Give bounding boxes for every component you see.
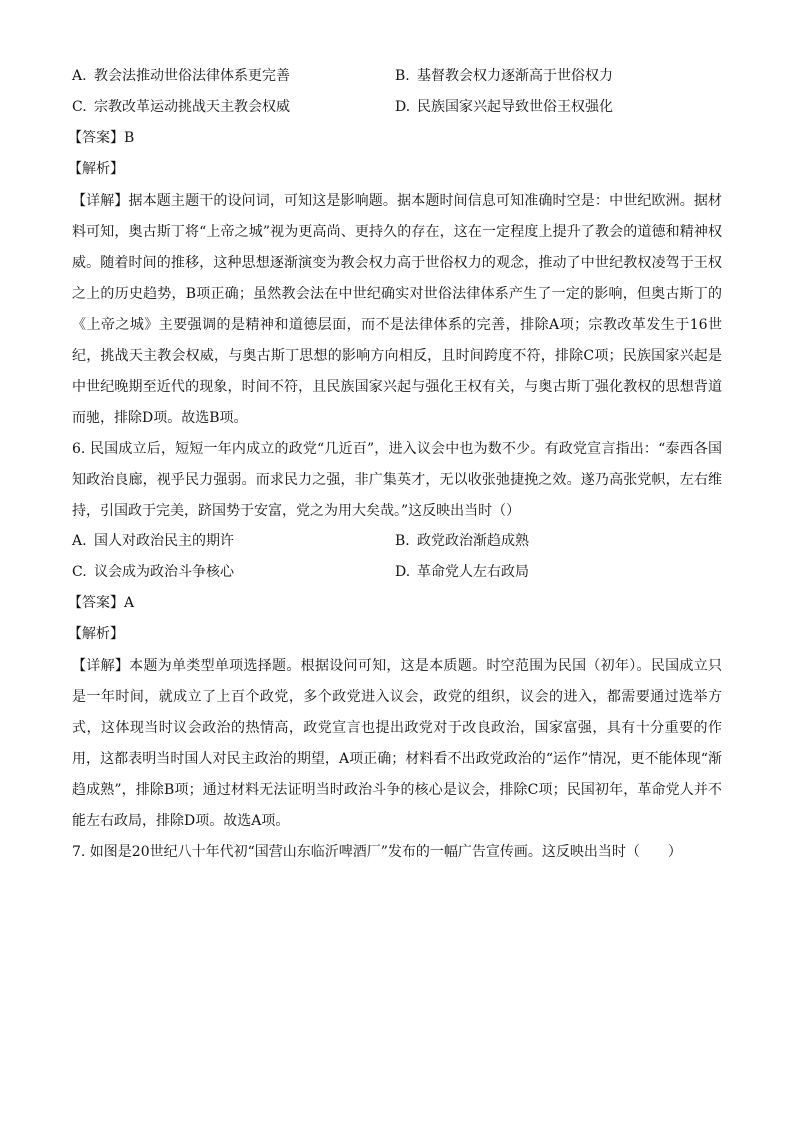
q5-analysis-label: 【解析】 — [68, 161, 124, 177]
q6-stem: 6. 民国成立后，短短一年内成立的政党“几近百”，进入议会中也为数不少。有政党宣言指出：“泰西各国知政治良廊，视乎民力强弱。而求民力之强，非广集英才，无以收张弛捷挽之效。遂乃高张党帜，左右维持，引国政于完美，跻国势于安富，党之为用大矣哉。”这反映出当时（） — [72, 441, 722, 519]
q5-options-row-2 — [72, 93, 722, 124]
q5-option-d — [395, 93, 718, 124]
q6-option-d-text: 革命党人左右政局 — [417, 564, 529, 580]
q5-answer: 【答案】B — [68, 130, 135, 146]
q5-option-a-letter: A. — [72, 68, 87, 84]
q7-stem: 7. 如图是20世纪八十年代初“国营山东临沂啤酒厂”发布的一幅广告宣传画。这反映出当时（ ） — [72, 844, 682, 860]
q6-detail-paragraph: 【详解】本题为单类型单项选择题。根据设问可知，这是本质题。时空范围为民国（初年）。民国成立只是一年时间，就成立了上百个政党，多个政党进入议会，政党的组织，议会的进入，都需要通过选举方式，这体现当时议会政治的热情高，政党宣言也提出政党对于改良政治，国家富强，具有十分重要的作用，这都表明当时国人对民主政治的期望，A项正确；材料看不出政党政治的“运作”情况，更不能体现“渐趋成熟”，排除B项；通过材料无法证明当时政治斗争的核心是议会，排除C项；民国初年，革命党人并不能左右政局，排除D项。故选A项。 — [72, 658, 722, 829]
q6-option-a-text: 国人对政治民主的期许 — [94, 533, 234, 549]
q5-option-c — [72, 93, 395, 124]
q5-option-c-letter: C. — [72, 99, 87, 115]
q6-options-row-1 — [72, 527, 722, 558]
q6-answer: 【答案】A — [68, 595, 135, 611]
q5-option-b-text: 基督教会权力逐渐高于世俗权力 — [417, 68, 613, 84]
q6-option-c-text: 议会成为政治斗争核心 — [94, 564, 234, 580]
q5-option-d-letter: D. — [395, 99, 411, 115]
q5-option-b — [395, 62, 718, 93]
q6-option-b-text: 政党政治渐趋成熟 — [417, 533, 529, 549]
q5-option-d-text: 民族国家兴起导致世俗王权强化 — [417, 99, 613, 115]
document-page — [68, 62, 722, 868]
q6-option-b — [395, 527, 718, 558]
q6-analysis-label: 【解析】 — [68, 626, 124, 642]
q5-detail-paragraph: 【详解】据本题主题干的设问词，可知这是影响题。据本题时间信息可知准确时空是：中世纪欧洲。据材料可知，奥古斯丁将“上帝之城”视为更高尚、更持久的存在，这在一定程度上提升了教会的道德和精神权威。随着时间的推移，这种思想逐渐演变为教会权力高于世俗权力的观念，推动了中世纪教权凌驾于王权之上的历史趋势，B项正确；虽然教会法在中世纪确实对世俗法律体系产生了一定的影响，但奥古斯丁的《上帝之城》主要强调的是精神和道德层面，而不是法律体系的完善，排除A项；宗教改革发生于16世纪，挑战天主教会权威，与奥古斯丁思想的影响方向相反，且时间跨度不符，排除C项；民族国家兴起是中世纪晚期至近代的现象，时间不符，且民族国家兴起与强化王权有关，与奥古斯丁强化教权的思想背道而驰，排除D项。故选B项。 — [72, 193, 722, 426]
q5-option-b-letter: B. — [395, 68, 410, 84]
q6-option-c-letter: C. — [72, 564, 87, 580]
q5-option-a-text: 教会法推动世俗法律体系更完善 — [94, 68, 290, 84]
q6-option-a — [72, 527, 395, 558]
q6-option-d — [395, 558, 718, 589]
q5-options-row-1 — [72, 62, 722, 93]
q6-option-d-letter: D. — [395, 564, 411, 580]
q6-options-row-2 — [72, 558, 722, 589]
q5-option-a — [72, 62, 395, 93]
q6-option-b-letter: B. — [395, 533, 410, 549]
q6-option-c — [72, 558, 395, 589]
q6-option-a-letter: A. — [72, 533, 87, 549]
q5-option-c-text: 宗教改革运动挑战天主教会权威 — [94, 99, 290, 115]
